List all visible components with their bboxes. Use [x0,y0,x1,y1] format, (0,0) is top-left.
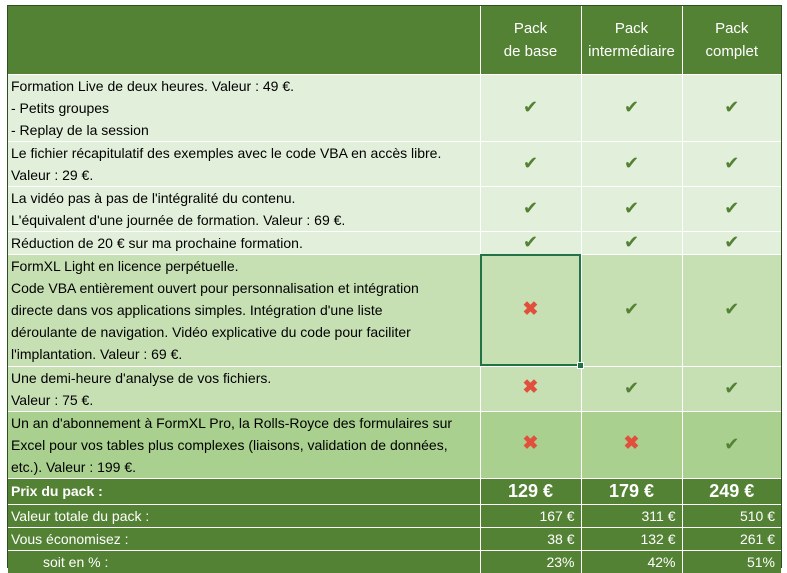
mark-cell[interactable] [682,186,781,231]
mark-cell[interactable] [682,366,781,411]
mark-cell[interactable] [480,141,581,186]
percent-intermediate[interactable]: 42% [581,550,682,573]
pricing-table [8,6,781,573]
fill-handle[interactable] [577,362,584,369]
feature-row-discount [8,231,781,254]
check-icon: ✔ [724,152,740,173]
check-icon: ✔ [623,152,640,173]
mark-cell[interactable] [581,254,682,366]
mark-cell[interactable] [581,141,682,186]
percent-row [8,550,781,573]
mark-cell[interactable] [581,411,682,478]
feature-description[interactable]: Réduction de 20 € sur ma prochaine formation. [8,231,480,254]
check-icon: ✔ [623,197,640,218]
mark-cell[interactable] [682,231,781,254]
total-value-row [8,504,781,527]
check-icon: ✔ [724,433,740,454]
feature-row-formxl-pro [8,411,781,478]
header-pack-complete[interactable]: Pack complet [682,6,781,74]
percent-complete[interactable]: 51% [682,550,781,573]
cross-icon: ✖ [522,298,539,320]
total-value-intermediate[interactable]: 311 € [581,504,682,527]
feature-row-formxl-light [8,254,781,366]
total-value-complete[interactable]: 510 € [682,504,781,527]
mark-cell[interactable] [581,74,682,141]
feature-description[interactable]: Le fichier récapitulatif des exemples avec le code VBA en accès libre. Valeur : 29 €. [8,141,480,186]
savings-complete[interactable]: 261 € [682,527,781,550]
check-icon: ✔ [724,377,740,398]
header-empty-cell[interactable] [8,6,480,74]
mark-cell[interactable] [581,366,682,411]
check-icon: ✔ [623,377,640,398]
check-icon: ✔ [522,231,539,252]
price-base[interactable]: 129 € [480,478,581,504]
header-row [8,6,781,74]
percent-label[interactable]: soit en % : [8,550,480,573]
feature-description[interactable]: FormXL Light en licence perpétuelle. Code VBA entièrement ouvert pour personnalisation et intégration directe dans vos applications simples. Intégration d'une liste déroulante de navigation. Vidéo explicative du code pour faciliter l'implantation. Valeur : 69 €. [8,254,480,366]
header-pack-intermediate[interactable]: Pack intermédiaire [581,6,682,74]
check-icon: ✔ [724,96,740,117]
price-row [8,478,781,504]
mark-cell[interactable] [682,74,781,141]
savings-intermediate[interactable]: 132 € [581,527,682,550]
mark-cell[interactable] [480,186,581,231]
selected-cell[interactable] [480,254,581,366]
check-icon: ✔ [623,299,640,319]
total-value-base[interactable]: 167 € [480,504,581,527]
mark-cell[interactable] [581,231,682,254]
feature-description[interactable]: Formation Live de deux heures. Valeur : 49 €. - Petits groupes - Replay de la session [8,74,480,141]
check-icon: ✔ [522,197,539,218]
check-icon: ✔ [724,197,740,218]
feature-description[interactable]: La vidéo pas à pas de l'intégralité du contenu. L'équivalent d'une journée de formation. Valeur : 69 €. [8,186,480,231]
check-icon: ✔ [522,152,539,173]
check-icon: ✔ [522,96,539,117]
price-label[interactable]: Prix du pack : [8,478,480,504]
feature-row-video [8,186,781,231]
check-icon: ✔ [623,96,640,117]
savings-base[interactable]: 38 € [480,527,581,550]
check-icon: ✔ [623,231,640,252]
cross-icon: ✖ [522,377,539,398]
mark-cell[interactable] [682,411,781,478]
percent-base[interactable]: 23% [480,550,581,573]
mark-cell[interactable] [682,141,781,186]
price-intermediate[interactable]: 179 € [581,478,682,504]
check-icon: ✔ [724,299,740,319]
total-value-label[interactable]: Valeur totale du pack : [8,504,480,527]
feature-description[interactable]: Une demi-heure d'analyse de vos fichiers. Valeur : 75 €. [8,366,480,411]
mark-cell[interactable] [480,366,581,411]
feature-row-summary-file [8,141,781,186]
pricing-table-sheet [7,5,782,568]
feature-row-live-training [8,74,781,141]
cross-icon: ✖ [623,433,640,454]
cross-icon: ✖ [522,433,539,454]
price-complete[interactable]: 249 € [682,478,781,504]
mark-cell[interactable] [480,231,581,254]
savings-row [8,527,781,550]
mark-cell[interactable] [581,186,682,231]
header-pack-base[interactable]: Pack de base [480,6,581,74]
feature-row-file-analysis [8,366,781,411]
savings-label[interactable]: Vous économisez : [8,527,480,550]
mark-cell[interactable] [480,411,581,478]
feature-description[interactable]: Un an d'abonnement à FormXL Pro, la Rolls-Royce des formulaires sur Excel pour vos tables plus complexes (liaisons, validation de données, etc.). Valeur : 199 €. [8,411,480,478]
mark-cell[interactable] [480,74,581,141]
check-icon: ✔ [724,231,740,252]
mark-cell[interactable] [682,254,781,366]
